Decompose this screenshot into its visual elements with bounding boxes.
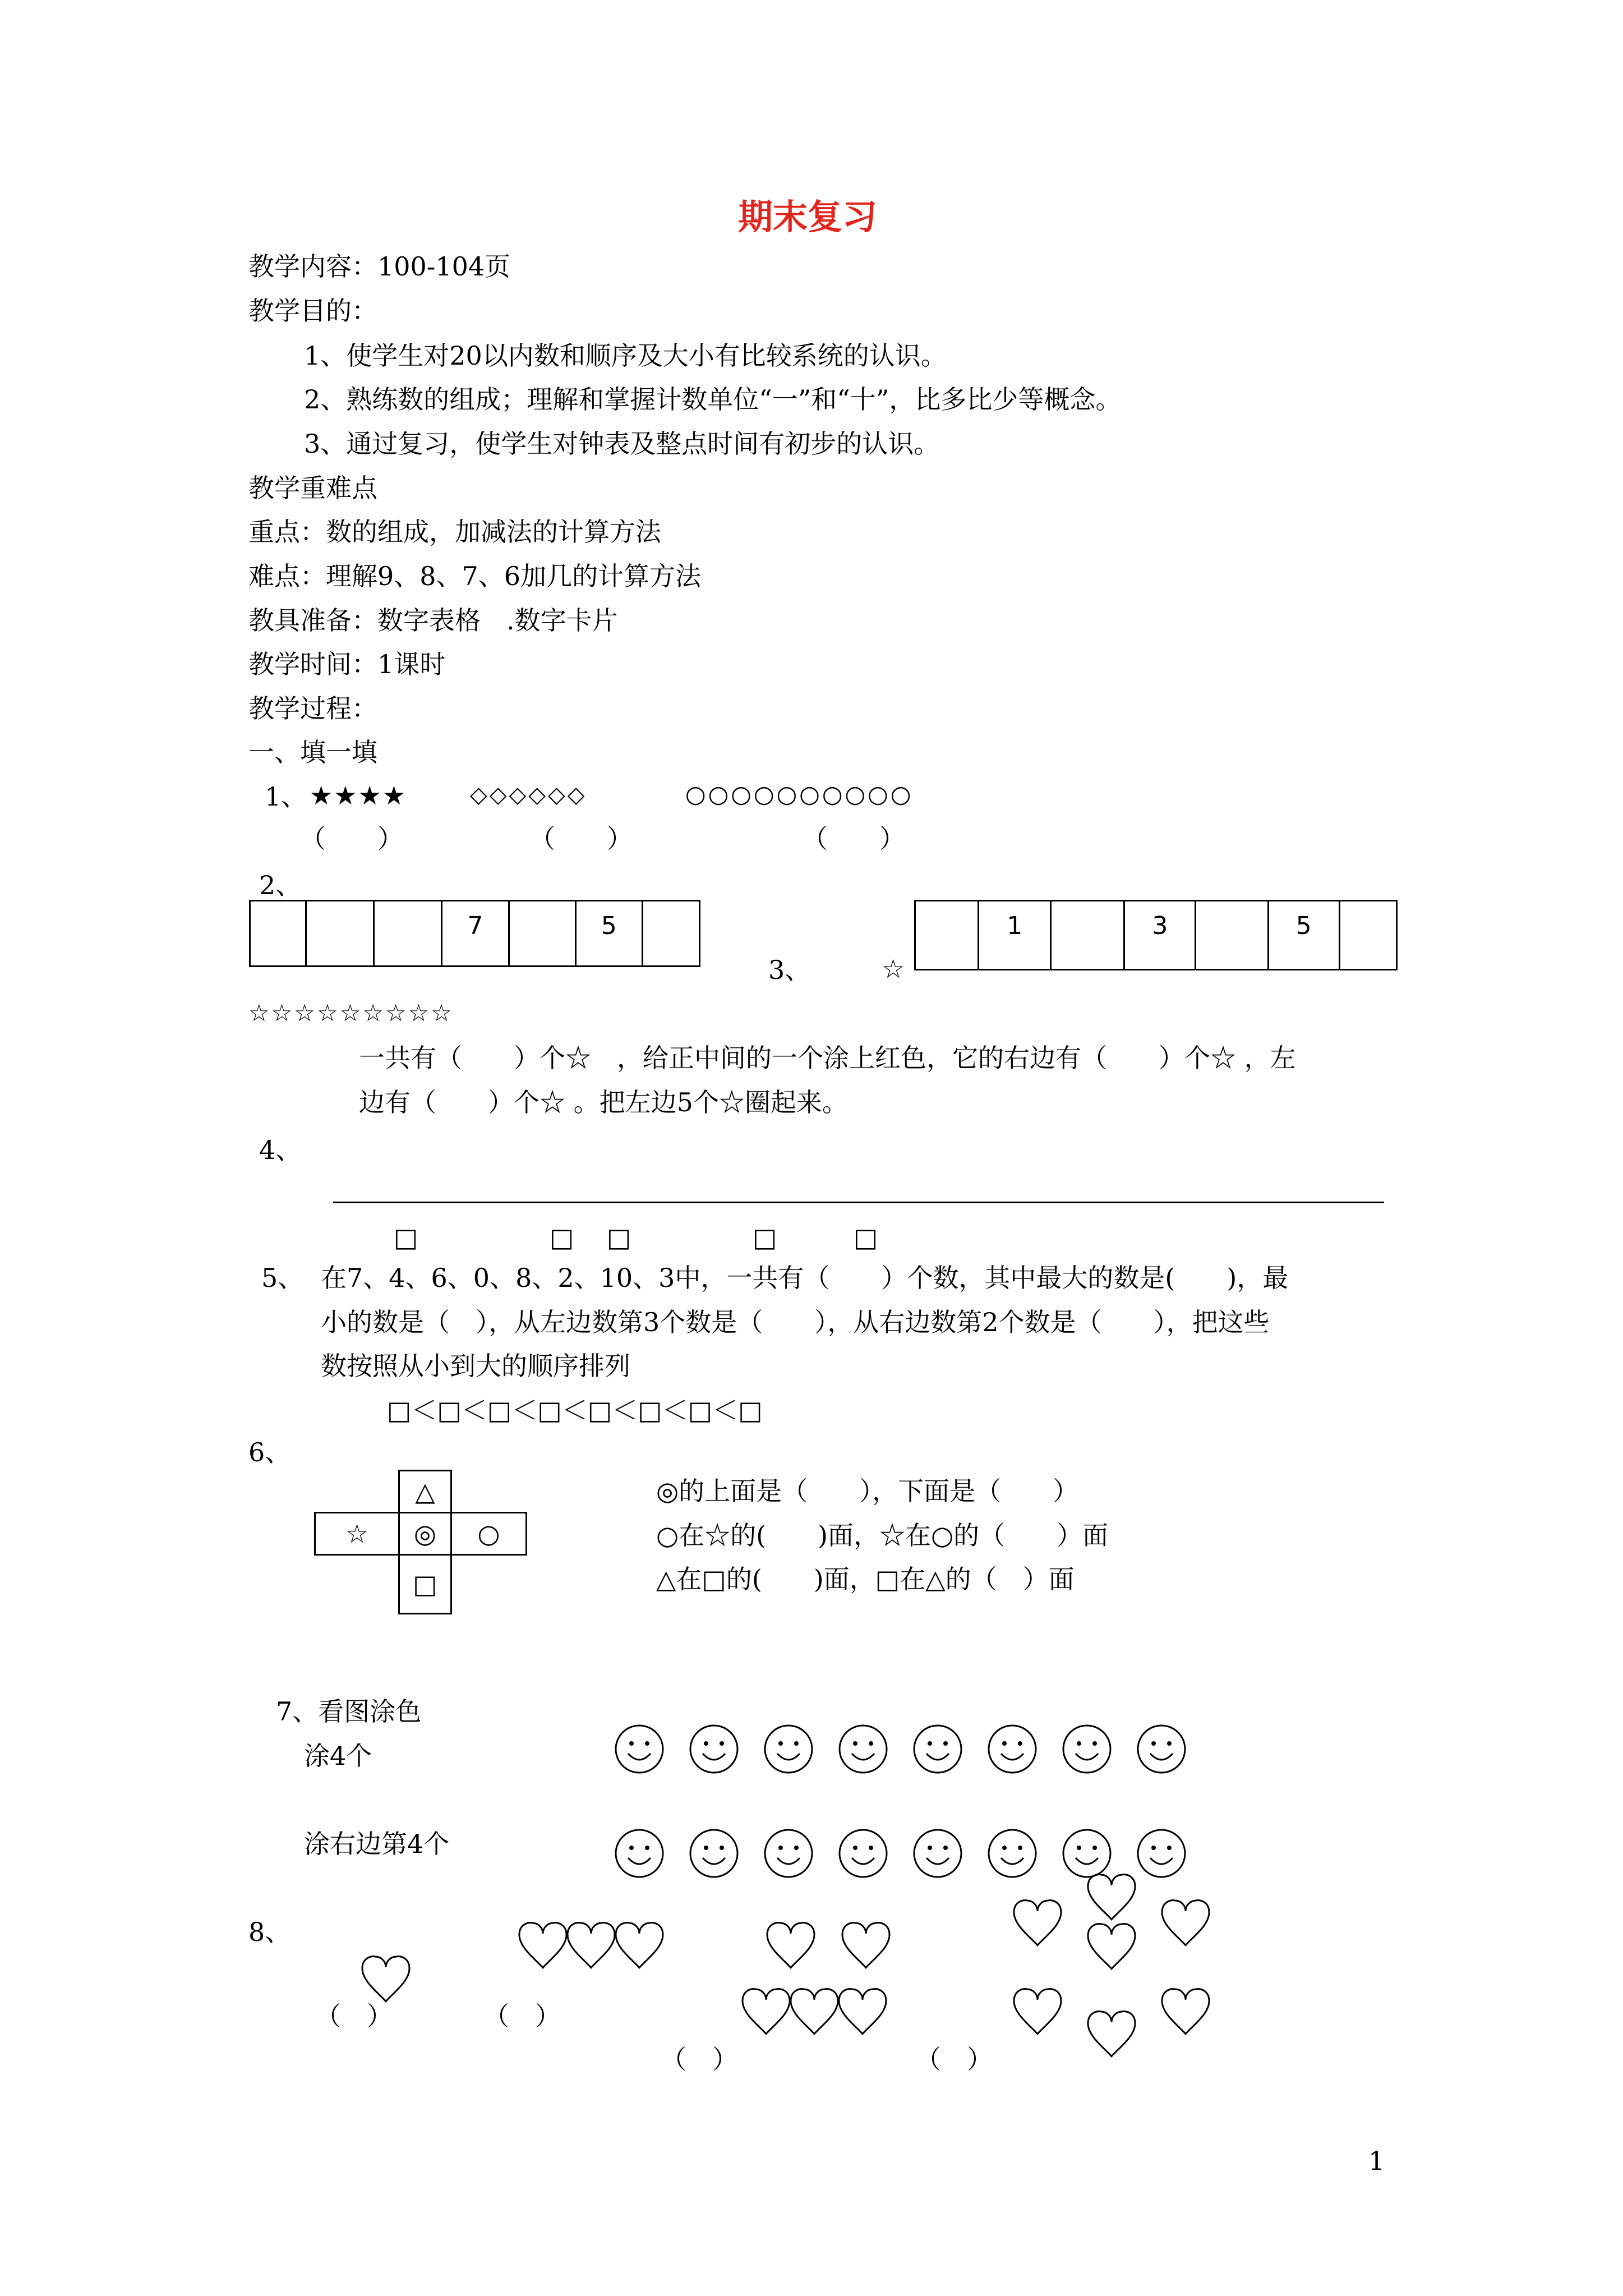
teaching-goals-label: 教学目的： [248, 296, 377, 326]
q4-number: 4、 [259, 1135, 302, 1165]
heart-icon [840, 1921, 892, 1972]
smiley-face-icon[interactable] [838, 1724, 888, 1774]
goal-2: 2、熟练数的组成；理解和掌握计数单位“一”和“十”，比多比少等概念。 [304, 384, 1122, 415]
smiley-face-icon[interactable] [987, 1828, 1038, 1879]
q4-number-line [333, 1202, 1384, 1203]
q4-box[interactable]: □ [607, 1222, 631, 1253]
page-title: 期末复习 [738, 196, 878, 237]
q6-text-line-2: ○在☆的( )面，☆在○的（ ）面 [656, 1520, 1109, 1550]
difficult-point: 难点：理解9、8、7、6加几的计算方法 [248, 561, 702, 591]
teaching-process: 教学过程： [248, 693, 377, 724]
q6-bottom-cell: □ [398, 1554, 452, 1614]
q8-blank-1: （ ） [315, 2001, 393, 2031]
section-1-heading: 一、填一填 [248, 737, 377, 767]
heart-icon [765, 1921, 817, 1972]
smiley-face-icon[interactable] [1136, 1828, 1187, 1879]
q6-right-cell: ○ [450, 1512, 527, 1556]
page-number: 1 [1368, 2146, 1385, 2176]
smiley-face-icon[interactable] [689, 1828, 739, 1879]
q8-number: 8、 [248, 1917, 291, 1947]
q1-blank-circles: （ ） [802, 823, 905, 854]
heart-icon [1086, 1922, 1137, 1973]
heart-icon [360, 1954, 412, 2006]
heart-icon [740, 1987, 792, 2039]
q2-cell[interactable] [251, 901, 307, 965]
q2-cell[interactable]: 5 [577, 901, 643, 965]
q3-cell[interactable] [916, 901, 979, 969]
q3-cell[interactable]: 3 [1125, 901, 1196, 969]
q2-number-grid [249, 900, 700, 967]
smiley-face-icon[interactable] [1062, 1724, 1112, 1774]
q2-cell[interactable] [510, 901, 577, 965]
smiley-face-icon[interactable] [689, 1724, 739, 1774]
heart-icon [1012, 1898, 1063, 1950]
heart-icon [789, 1987, 840, 2039]
q8-blank-2: （ ） [483, 2001, 561, 2031]
q5-text-line-2: 小的数是（ ），从左边数第3个数是（ ），从右边数第2个数是（ ），把这些 [321, 1307, 1270, 1337]
goal-3: 3、通过复习，使学生对钟表及整点时间有初步的认识。 [304, 429, 940, 459]
smiley-face-icon[interactable] [1136, 1724, 1187, 1774]
smiley-face-icon[interactable] [1062, 1828, 1112, 1879]
q3-star-row: ☆☆☆☆☆☆☆☆☆ [248, 999, 454, 1027]
q3-cell[interactable] [1052, 901, 1125, 969]
goal-1: 1、使学生对20以内数和顺序及大小有比较系统的认识。 [304, 341, 947, 371]
q3-number: 3、 [768, 955, 811, 985]
q4-box[interactable]: □ [753, 1222, 777, 1253]
q1-blank-stars: （ ） [300, 823, 403, 854]
q3-text-line-1: 一共有（ ）个☆ ，给正中间的一个涂上红色，它的右边有（ ）个☆ ，左 [359, 1043, 1296, 1073]
heart-icon [1160, 1987, 1211, 2039]
q3-text-line-2: 边有（ ）个☆ 。把左边5个☆圈起来。 [359, 1087, 848, 1117]
smiley-face-icon[interactable] [912, 1724, 963, 1774]
heart-icon [1012, 1987, 1063, 2039]
q8-blank-3: （ ） [661, 2044, 738, 2074]
teaching-content: 教学内容：100-104页 [248, 251, 511, 282]
smiley-face-icon[interactable] [763, 1828, 814, 1879]
q2-cell[interactable] [375, 901, 442, 965]
q2-cell[interactable]: 7 [442, 901, 509, 965]
q5-order-boxes[interactable]: □＜□＜□＜□＜□＜□＜□＜□ [387, 1395, 763, 1425]
heart-icon [565, 1921, 617, 1972]
q7-row2-label: 涂右边第4个 [304, 1829, 450, 1859]
q5-number: 5、 [261, 1263, 304, 1293]
q2-number: 2、 [259, 870, 302, 900]
q3-lone-star: ☆ [882, 954, 905, 984]
q3-cell[interactable] [1340, 901, 1396, 969]
q4-box[interactable]: □ [550, 1222, 574, 1253]
q3-cell[interactable]: 1 [979, 901, 1052, 969]
smiley-face-icon[interactable] [838, 1828, 888, 1879]
q6-text-line-3: △在□的( )面，□在△的（ ）面 [656, 1564, 1075, 1594]
q4-box[interactable]: □ [854, 1222, 878, 1253]
q6-top-cell: △ [398, 1470, 452, 1513]
q1-number: 1、 [265, 781, 307, 812]
q1-circles: ○○○○○○○○○○ [685, 780, 914, 808]
smiley-face-icon[interactable] [912, 1828, 963, 1879]
q3-cell[interactable] [1196, 901, 1269, 969]
heart-icon [1086, 1872, 1137, 1924]
smiley-face-icon[interactable] [614, 1724, 665, 1774]
smiley-face-icon[interactable] [614, 1828, 665, 1879]
smiley-face-icon[interactable] [763, 1724, 814, 1774]
smiley-face-icon[interactable] [987, 1724, 1038, 1774]
q6-center-cell: ◎ [398, 1512, 452, 1556]
teaching-tools: 教具准备：数字表格 .数字卡片 [248, 605, 618, 636]
q3-number-grid [914, 900, 1398, 970]
q2-cell[interactable] [643, 901, 699, 965]
heart-icon [1160, 1898, 1211, 1950]
q8-blank-4: （ ） [915, 2044, 993, 2074]
q7-heading: 7、看图涂色 [276, 1696, 422, 1727]
q6-text-line-1: ◎的上面是（ ），下面是（ ） [656, 1476, 1079, 1506]
teaching-time: 教学时间：1课时 [248, 649, 446, 679]
q5-text-line-1: 在7、4、6、0、8、2、10、3中，一共有（ ）个数，其中最大的数是( )，最 [321, 1263, 1289, 1293]
q1-stars: ★★★★ [310, 780, 407, 811]
q5-text-line-3: 数按照从小到大的顺序排列 [321, 1351, 630, 1381]
key-difficult-heading: 教学重难点 [248, 473, 377, 503]
q2-cell[interactable] [307, 901, 375, 965]
heart-icon [837, 1987, 888, 2039]
heart-icon [517, 1921, 569, 1972]
q1-blank-diamonds: （ ） [529, 823, 633, 854]
q3-cell[interactable]: 5 [1269, 901, 1340, 969]
q6-left-cell: ☆ [314, 1512, 400, 1556]
key-point: 重点：数的组成，加减法的计算方法 [248, 517, 661, 547]
q7-row1-label: 涂4个 [304, 1741, 372, 1771]
q6-number: 6、 [248, 1437, 291, 1467]
heart-icon [614, 1921, 665, 1972]
q1-diamonds: ◇◇◇◇◇◇ [470, 782, 587, 808]
heart-icon [1086, 2009, 1137, 2061]
q4-box[interactable]: □ [394, 1222, 418, 1253]
